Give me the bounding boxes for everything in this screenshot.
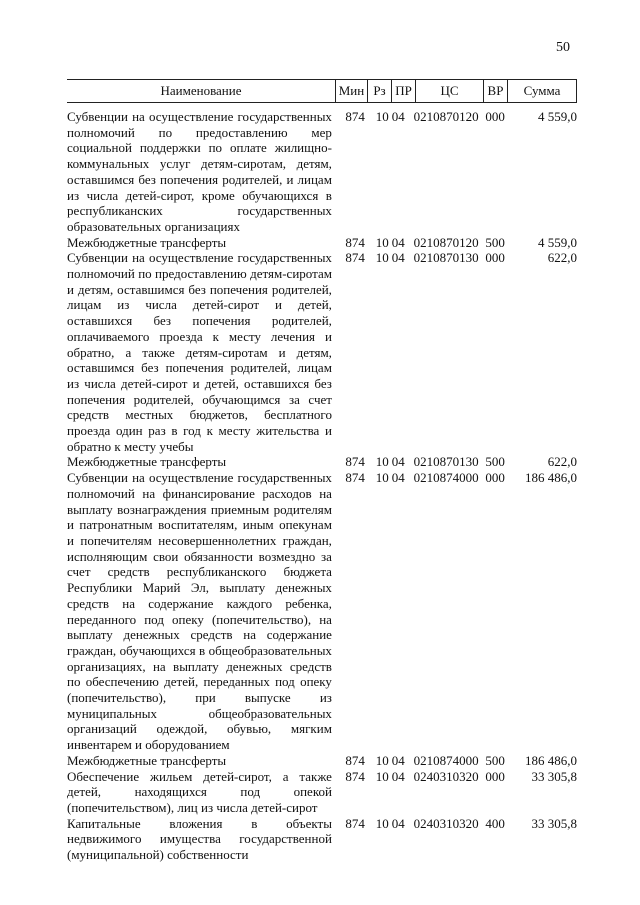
- row-name: Субвенции на осуществление государственных полномочий по предоставлению детям-сиротам и детям, оставшимся без попечения родителей, лицам из числа детей-сирот и детей, оставшихся без попечения родителей, оплачиваемого проезда к месту лечения и обратно, а также детям-сиротам и детям, оставшимся без попечения родителей, лицам из числа детей-сирот и детей, оставшихся без попечения родителей, обучающимся за счет средств местных бюджетов, бесплатного проезда один раз в год к месту жительства и обратно к месту учебы: [67, 250, 332, 454]
- column-header-sum: Сумма: [507, 80, 577, 102]
- row-sum: 33 305,8: [531, 815, 577, 831]
- row-sum: 622,0: [547, 250, 577, 266]
- row-min: 874: [345, 109, 365, 124]
- row-min: 874: [345, 250, 365, 266]
- row-cs: 0210874000: [413, 752, 479, 768]
- row-min: 874: [345, 234, 365, 250]
- row-min: 874: [345, 815, 365, 831]
- row-name: Капитальные вложения в объекты недвижимого имущества государственной (муниципальной) собственности: [67, 815, 332, 863]
- table-row: [67, 109, 577, 235]
- row-vr: 500: [485, 234, 505, 250]
- table-row: [67, 769, 577, 816]
- column-header-rz: Рз: [367, 80, 391, 102]
- row-name: Субвенции на осуществление государственных полномочий по предоставлению мер социальной поддержки по оплате жилищно-коммунальных услуг детям-сиротам, детям, оставшимся без попечения родителей, и лицам из числа детей-сирот, кроме обучающихся в республиканских государственных образовательных организациях: [67, 109, 332, 234]
- column-header-name: Наименование: [160, 83, 242, 98]
- row-pr: 04: [391, 752, 405, 768]
- row-cs: 0210874000: [413, 470, 479, 486]
- row-sum: 186 486,0: [525, 470, 577, 486]
- row-name: Субвенции на осуществление государственных полномочий на финансирование расходов на выплату вознаграждения приемным родителям и патронатным воспитателям, иным опекунам и попечителям несовершеннолетних граждан, исполняющим свои обязанности возмездно за счет средств республиканского бюджета Республики Марий Эл, выплату денежных средств на содержание каждого ребенка, переданного под опеку (попечительство), на выплату денежных средств на содержание граждан, обучающихся в общеобразовательных организациях, на выплату денежных средств по обеспечению детей, переданных под опеку (попечительство), при выпуске из муниципальных общеобразовательных организаций одеждой, обувью, мягким инвентарем и оборудованием: [67, 470, 332, 753]
- column-header-cs: ЦС: [415, 80, 483, 102]
- row-rz: 10: [375, 768, 389, 784]
- row-cs: 0210870130: [413, 454, 479, 470]
- row-rz: 10: [375, 250, 389, 266]
- row-cs: 0210870130: [413, 250, 479, 266]
- row-name: Межбюджетные трансферты: [67, 454, 227, 470]
- row-vr: 000: [485, 250, 505, 266]
- page-number: 50: [556, 40, 570, 55]
- row-min: 874: [345, 752, 365, 768]
- row-name: Обеспечение жильем детей-сирот, а также детей, находящихся под опекой (попечительством), лиц из числа детей-сирот: [67, 768, 332, 815]
- row-cs: 0210870120: [413, 109, 479, 124]
- row-rz: 10: [375, 109, 389, 124]
- table-row: [67, 470, 577, 753]
- row-sum: 186 486,0: [525, 752, 577, 768]
- row-cs: 0240310320: [413, 815, 479, 831]
- row-vr: 500: [485, 454, 505, 470]
- row-name: Межбюджетные трансферты: [67, 234, 227, 250]
- table-row: [67, 753, 577, 769]
- row-cs: 0210870120: [413, 234, 479, 250]
- table-row: [67, 816, 577, 863]
- row-pr: 04: [391, 234, 405, 250]
- table-row: [67, 454, 577, 470]
- row-sum: 4 559,0: [538, 234, 577, 250]
- row-min: 874: [345, 454, 365, 470]
- row-sum: 33 305,8: [531, 768, 577, 784]
- row-vr: 400: [485, 815, 505, 831]
- row-vr: 000: [485, 109, 505, 124]
- table-row: [67, 250, 577, 454]
- table-row: [67, 235, 577, 251]
- row-vr: 000: [485, 470, 505, 486]
- row-pr: 04: [391, 109, 405, 124]
- row-name: Межбюджетные трансферты: [67, 752, 227, 768]
- row-rz: 10: [375, 752, 389, 768]
- row-pr: 04: [391, 250, 405, 266]
- row-rz: 10: [375, 454, 389, 470]
- row-vr: 500: [485, 752, 505, 768]
- row-sum: 4 559,0: [538, 109, 577, 124]
- row-rz: 10: [375, 234, 389, 250]
- row-pr: 04: [391, 454, 405, 470]
- row-min: 874: [345, 470, 365, 486]
- row-rz: 10: [375, 815, 389, 831]
- row-sum: 622,0: [547, 454, 577, 470]
- budget-table-body: [67, 109, 577, 863]
- row-pr: 04: [391, 768, 405, 784]
- column-header-pr: ПР: [391, 80, 415, 102]
- column-header-vr: ВР: [483, 80, 507, 102]
- row-pr: 04: [391, 815, 405, 831]
- row-pr: 04: [391, 470, 405, 486]
- table-header: [67, 79, 577, 103]
- row-rz: 10: [375, 470, 389, 486]
- row-min: 874: [345, 768, 365, 784]
- column-header-min: Мин: [335, 80, 367, 102]
- row-cs: 0240310320: [413, 768, 479, 784]
- row-vr: 000: [485, 768, 505, 784]
